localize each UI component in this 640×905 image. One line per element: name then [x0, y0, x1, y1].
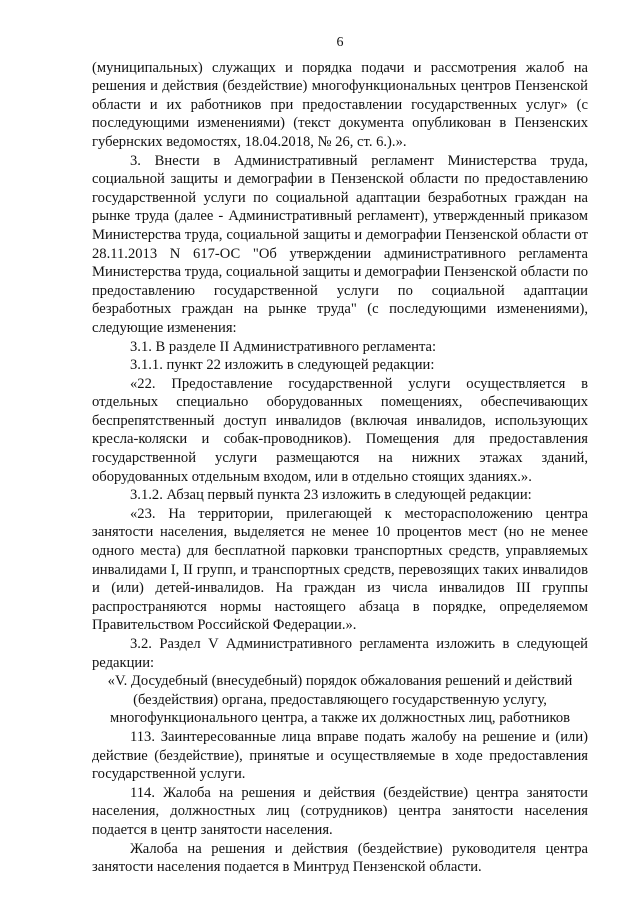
paragraph-item-3-1-2: 3.1.2. Абзац первый пункта 23 изложить в следующей редакции:	[130, 487, 532, 504]
paragraph-complaint-head: Жалоба на решения и действия (бездействие) руководителя центра занятости населения подается в Минтруд Пензенской области.	[92, 840, 588, 876]
paragraph-item-3-2: 3.2. Раздел V Административного регламента изложить в следующей редакции:	[92, 636, 588, 671]
page-number: 6	[336, 35, 344, 50]
paragraph-item-3-1: 3.1. В разделе II Административного регламента:	[130, 338, 437, 355]
paragraph-item-3: 3. Внести в Административный регламент Министерства труда, социальной защиты и демографии в Пензенской области по предоставлению государственной услуги по социальной адаптации безработных граждан на рынке труда (далее - Административный регламент), утвержденный приказом Министерства труда, социальной защиты и демографии Пензенской области от 28.11.2013 N 617-ОС "Об утверждении административного регламента Министерства труда, социальной защиты и демографии Пензенской области по предоставлению государственной услуги по социальной адаптации безработных граждан на рынке труда" (с последующими изменениями), следующие изменения:	[92, 152, 588, 336]
paragraph-clause-114: 114. Жалоба на решения и действия (бездействие) центра занятости населения, должностных лиц (сотрудников) центра занятости населения подается в центр занятости населения.	[92, 784, 588, 838]
paragraph-item-3-1-1: 3.1.1. пункт 22 изложить в следующей редакции:	[130, 357, 435, 374]
paragraph-clause-113: 113. Заинтересованные лица вправе подать жалобу на решение и (или) действие (бездействие), принятые и осуществляемые в ходе предоставления государственной услуги.	[92, 728, 588, 783]
paragraph-continuation: (муниципальных) служащих и порядка подачи и рассмотрения жалоб на решения и действия (бездействие) многофункциональных центров Пензенской области и их работников при предоставлении государственных услуг» (с последующими изменениями) (текст документа опубликован в Пензенских губернских ведомостях, 18.04.2018, № 26, ст. 6.).».	[92, 59, 588, 150]
paragraph-clause-22: «22. Предоставление государственной услуги осуществляется в отдельных специально оборудованных помещениях, обеспечивающих беспрепятственный доступ инвалидов (включая инвалидов, использующих кресла-коляски и собак-проводников). Помещения для предоставления государственной услуги размещаются на нижних этажах зданий, оборудованных отдельным входом, или в отдельно стоящих зданиях.».	[92, 375, 588, 485]
paragraph-clause-23: «23. На территории, прилегающей к месторасположению центра занятости населения, выделяется не менее 10 процентов мест (но не менее одного места) для бесплатной парковки транспортных средств, управляемых инвалидами I, II групп, и транспортных средств, перевозящих таких инвалидов и (или) детей-инвалидов. На граждан из числа инвалидов III группы распространяются нормы настоящего абзаца в порядке, определяемом Правительством Российской Федерации.».	[92, 505, 588, 634]
section-heading: «V. Досудебный (внесудебный) порядок обжалования решений и действий (бездействия) органа, предоставляющего государственную услугу, многофункционального центра, а также их должностных лиц, работников	[107, 673, 573, 727]
